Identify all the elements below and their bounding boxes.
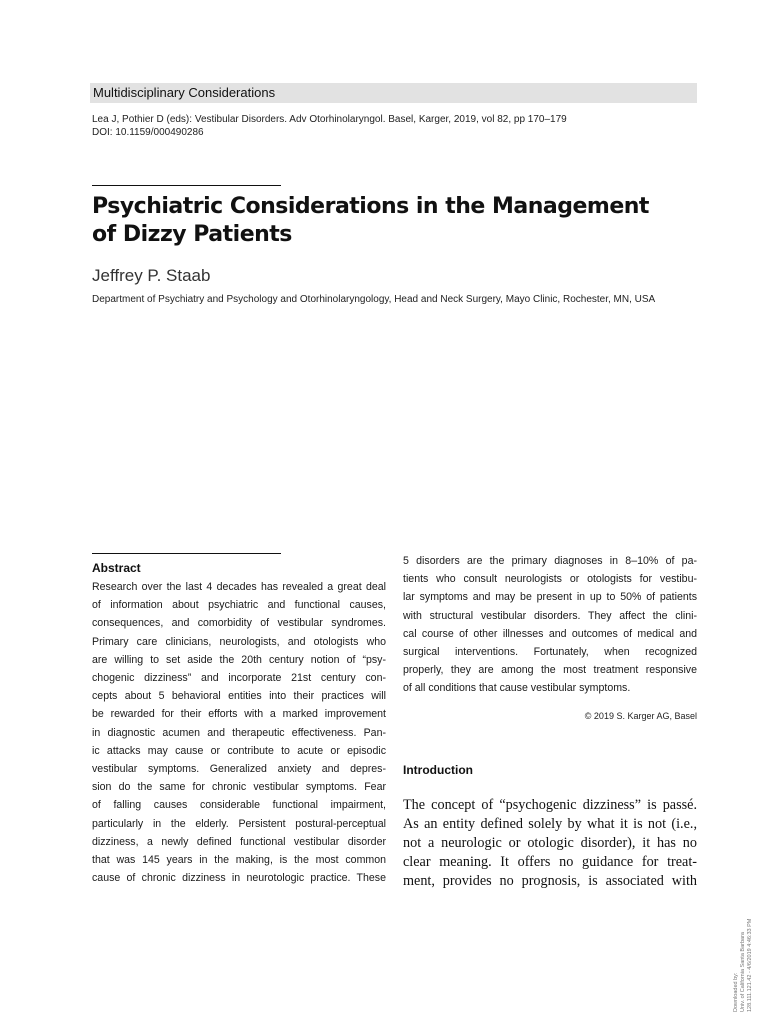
- abstract-line: sion do the same for chronic vestibular symptoms. Fear: [92, 781, 386, 794]
- abstract-line: surgical interventions. Fortunately, when recognized: [403, 646, 697, 659]
- article-title-line: Psychiatric Considerations in the Management: [92, 194, 649, 219]
- abstract-line: with structural vestibular disorders. They affect the clini-: [403, 609, 697, 622]
- citation-line: Lea J, Pothier D (eds): Vestibular Disorders. Adv Otorhinolaryngol. Basel, Karger, 2019, vol 82, pp 170–179: [92, 114, 567, 125]
- author-name: Jeffrey P. Staab: [92, 266, 211, 285]
- abstract-line: Research over the last 4 decades has revealed a great deal: [92, 581, 386, 593]
- abstract-line: cause of chronic dizziness in neurotologic practice. These: [92, 872, 386, 885]
- introduction-line: The concept of “psychogenic dizziness” is passé.: [403, 797, 697, 813]
- download-watermark: [733, 919, 754, 1012]
- abstract-line: lar symptoms and may be present in up to 50% of patients: [403, 591, 697, 604]
- abstract-line: ic attacks may cause or contribute to acute or episodic: [92, 744, 386, 757]
- section-label: Multidisciplinary Considerations: [93, 85, 276, 100]
- download-note-line: 128.111.121.42 - 4/6/2019 4:46:33 PM: [747, 918, 753, 1012]
- abstract-line: cal course of other illnesses and outcomes of medical and: [403, 627, 697, 640]
- abstract-line: be rewarded for their efforts with a marked improvement: [92, 708, 386, 721]
- download-note-line: Univ. of California Santa Barbara: [740, 932, 746, 1012]
- abstract-divider: [92, 553, 281, 554]
- introduction-line: ment, provides no prognosis, is associated with: [403, 873, 697, 889]
- abstract-line: are willing to set aside the 20th century notion of “psy-: [92, 653, 386, 666]
- abstract-line: of information about psychiatric and functional causes,: [92, 599, 386, 612]
- abstract-line: tients who consult neurologists or otologists for vestibu-: [403, 573, 697, 586]
- article-title: [92, 193, 712, 249]
- abstract-heading: Abstract: [92, 561, 141, 575]
- introduction-line: clear meaning. It offers no guidance for treat-: [403, 854, 697, 870]
- abstract-line: 5 disorders are the primary diagnoses in 8–10% of pa-: [403, 555, 697, 567]
- doi-line: DOI: 10.1159/000490286: [92, 127, 204, 138]
- abstract-line: chogenic dizziness” and incorporate 21st century con-: [92, 672, 386, 685]
- author-affiliation: Department of Psychiatry and Psychology and Otorhinolaryngology, Head and Neck Surgery, Mayo Clinic, Rochester, MN, USA: [92, 294, 656, 305]
- copyright-notice: © 2019 S. Karger AG, Basel: [584, 711, 697, 721]
- abstract-line: properly, they are among the most treatment responsive: [403, 664, 697, 677]
- download-note-line: Downloaded by:: [733, 972, 739, 1012]
- introduction-text: [403, 796, 697, 891]
- introduction-line: not a neurologic or otologic disorder), it has no: [403, 835, 697, 851]
- abstract-line: particularly in the elderly. Persistent postural-perceptual: [92, 817, 386, 830]
- abstract-line: dizziness, a newly defined functional vestibular disorder: [92, 835, 386, 848]
- section-header-bar: [90, 83, 697, 103]
- abstract-line: of all conditions that cause vestibular symptoms.: [403, 682, 631, 695]
- abstract-line: consequences, and comorbidity of vestibular syndromes.: [92, 617, 386, 630]
- abstract-line: of falling causes considerable functional impairment,: [92, 799, 386, 812]
- citation-block: [92, 113, 567, 139]
- title-divider: [92, 185, 281, 186]
- abstract-right-column: [403, 552, 697, 698]
- abstract-line: in diagnostic acumen and therapeutic effectiveness. Pan-: [92, 726, 386, 739]
- abstract-line: Primary care clinicians, neurologists, and otologists who: [92, 635, 386, 648]
- abstract-line: that was 145 years in the making, is the most common: [92, 854, 386, 867]
- introduction-line: As an entity defined solely by what it is not (i.e.,: [403, 816, 697, 832]
- abstract-line: cepts about 5 behavioral entities into their practices will: [92, 690, 386, 703]
- introduction-heading: Introduction: [403, 763, 473, 777]
- abstract-line: vestibular symptoms. Generalized anxiety and depres-: [92, 763, 386, 776]
- abstract-left-column: [92, 578, 386, 887]
- article-title-line: of Dizzy Patients: [92, 222, 292, 247]
